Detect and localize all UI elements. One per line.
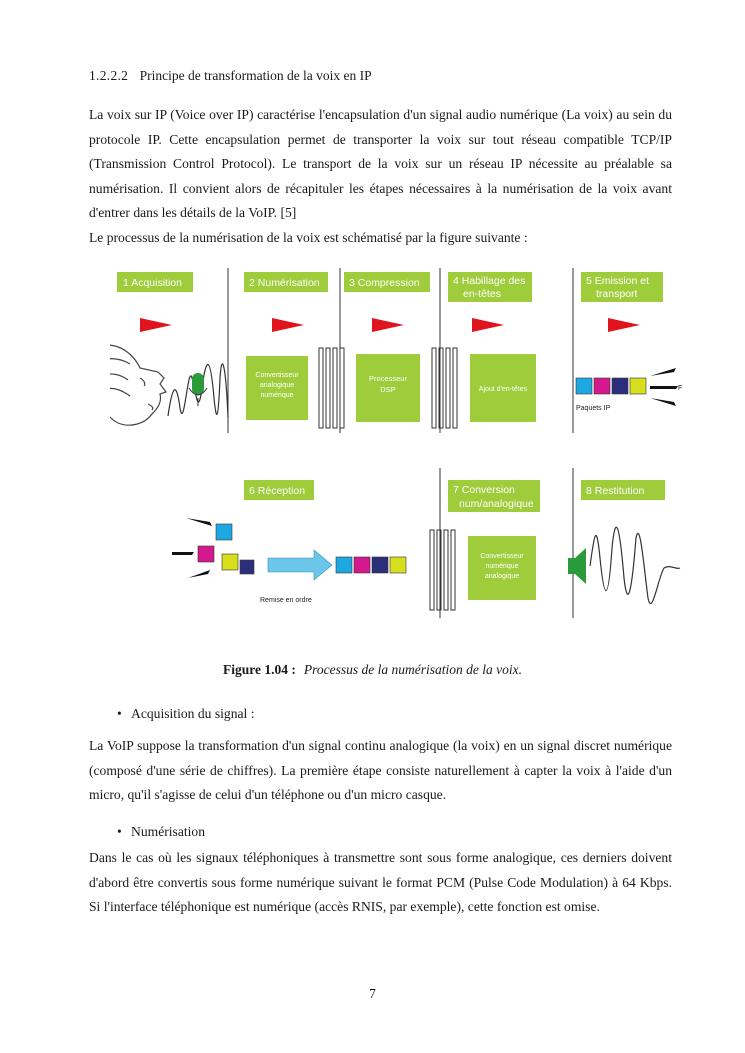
section-number: 1.2.2.2 [89, 68, 129, 83]
svg-text:transport: transport [596, 288, 638, 300]
figure-caption [0, 662, 745, 678]
voip-process-figure [110, 268, 686, 636]
svg-text:8 Restitution: 8 Restitution [586, 485, 645, 497]
section-heading [89, 68, 372, 84]
step-header-6 [244, 480, 314, 500]
ip-packets [576, 378, 646, 412]
dac-box [468, 536, 536, 600]
svg-text:Convertisseur: Convertisseur [480, 553, 524, 560]
section-title: Principe de transformation de la voix en IP [139, 68, 372, 83]
svg-text:analogique: analogique [484, 573, 520, 580]
step-header-8 [581, 480, 665, 500]
speaker-icon [568, 548, 586, 584]
svg-text:F: F [678, 385, 683, 392]
step-header-4 [448, 272, 532, 302]
svg-text:Paquets IP: Paquets IP [576, 405, 611, 412]
svg-text:1 Acquisition: 1 Acquisition [123, 277, 182, 289]
emission-arrows [650, 368, 682, 406]
svg-text:Convertisseur: Convertisseur [255, 372, 299, 379]
dsp-box [356, 354, 420, 422]
caption-text: Processus de la numérisation de la voix. [303, 662, 522, 677]
svg-text:6 Réception: 6 Réception [249, 485, 306, 497]
page-number: 7 [369, 986, 376, 1001]
step-header-7 [448, 480, 540, 512]
red-flags [140, 318, 640, 332]
svg-text:DSP: DSP [380, 385, 396, 394]
svg-text:Processeur: Processeur [369, 374, 407, 383]
caption-label: Figure 1.04 : [223, 662, 296, 677]
step-header-1 [117, 272, 193, 292]
svg-text:numérique: numérique [260, 392, 294, 399]
bullet-acquisition: • Acquisition du signal : [117, 706, 255, 721]
figure-lead: Le processus de la numérisation de la voix est schématisé par la figure suivante : [89, 230, 528, 245]
received-packets [198, 524, 254, 574]
svg-text:2 Numérisation: 2 Numérisation [249, 277, 320, 289]
step-header-2 [244, 272, 328, 292]
svg-text:Ajout d'en-têtes: Ajout d'en-têtes [478, 386, 528, 393]
reorder-arrow [268, 550, 332, 580]
svg-text:5 Emission et: 5 Emission et [586, 275, 650, 287]
svg-text:num/analogique: num/analogique [459, 498, 534, 510]
acquisition-paragraph: La VoIP suppose la transformation d'un signal continu analogique (la voix) en un signal discret numérique (composé d'une série de chiffres). La première étape consiste naturellement à capter la voix à l'aide d'un micro, qu'il s'agisse de celui d'un téléphone ou d'un micro casque. [89, 738, 672, 803]
adc-box [246, 356, 308, 420]
numerisation-paragraph: Dans le cas où les signaux téléphoniques à transmettre sont sous forme analogique, ces derniers doivent d'abord être convertis sous forme numérique suivant le format PCM (Pulse Code Modulation) à 64 Kbps. Si l'interface téléphonique est numérique (accès RNIS, par exemple), cette fonction est omise. [89, 850, 672, 915]
step-header-3 [344, 272, 430, 292]
headers-box [470, 354, 536, 422]
intro-paragraph: La voix sur IP (Voice over IP) caractérise l'encapsulation d'un signal audio numérique (La voix) au sein du protocole IP. Cette encapsulation permet de transporter la voix sur tout réseau compatible TCP/IP (Transmission Control Protocol). Le transport de la voix sur un réseau IP nécessite au préalable sa numérisation. Il convient alors de récapituler les étapes nécessaires à la numérisation de la voix avant d'entrer dans les détails de la VoIP. [5] [89, 107, 672, 221]
reordered-packets [336, 557, 406, 573]
svg-text:3 Compression: 3 Compression [349, 277, 420, 289]
analog-wave-output [590, 527, 680, 603]
bullet-numerisation: • Numérisation [117, 824, 205, 839]
svg-text:7 Conversion: 7 Conversion [453, 484, 515, 496]
reorder-label: Remise en ordre [260, 597, 312, 604]
step-header-5 [581, 272, 663, 302]
svg-text:numérique: numérique [485, 563, 519, 570]
svg-text:4 Habillage des: 4 Habillage des [453, 275, 526, 287]
svg-text:analogique: analogique [259, 382, 295, 389]
face-icon [110, 345, 166, 425]
svg-text:en-têtes: en-têtes [463, 288, 501, 300]
